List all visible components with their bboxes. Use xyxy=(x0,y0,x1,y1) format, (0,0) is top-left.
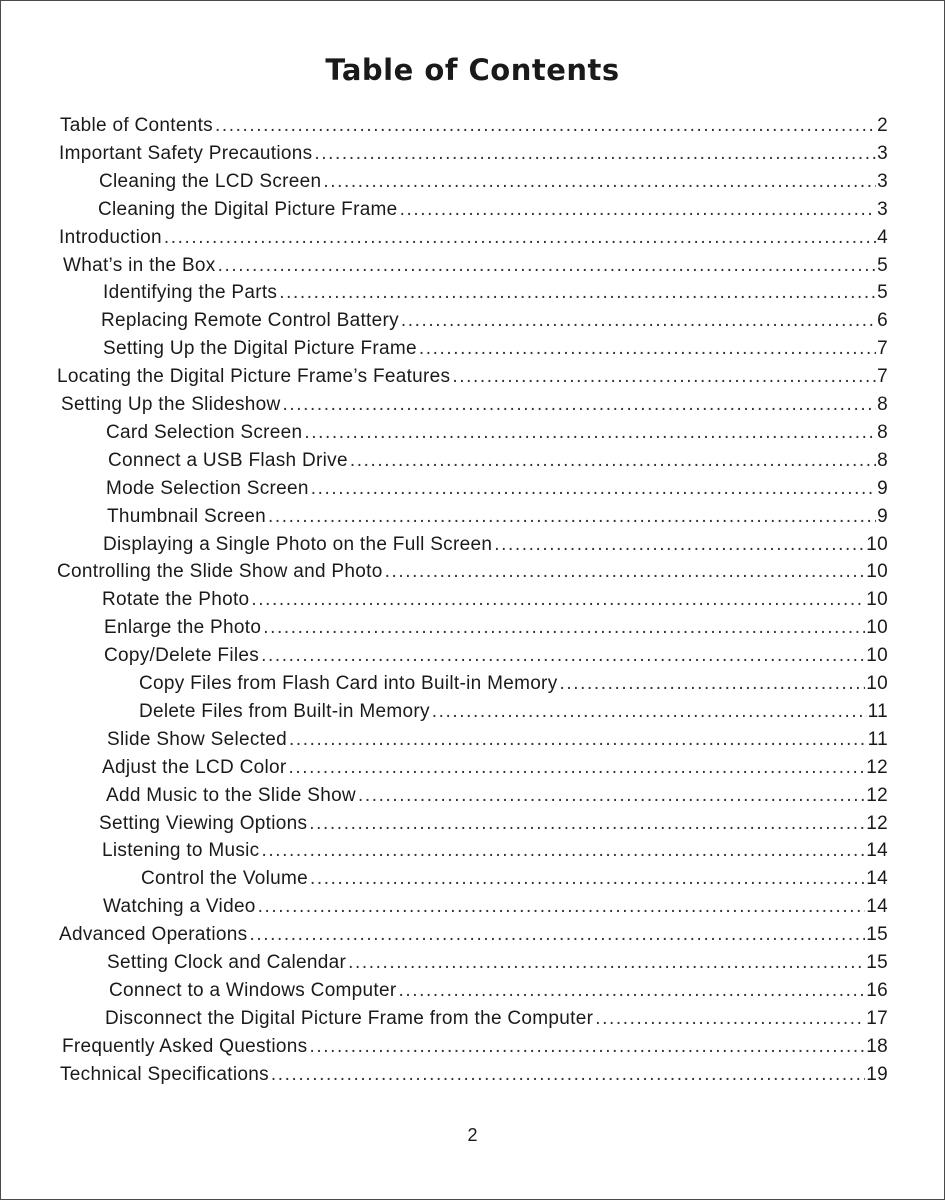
toc-entry-page: 3 xyxy=(877,142,888,164)
toc-entry-label: Advanced Operations xyxy=(59,924,248,946)
toc-leader-dots xyxy=(595,1006,865,1032)
toc-entry xyxy=(139,699,888,725)
toc-leader-dots xyxy=(215,113,876,139)
toc-entry-page: 3 xyxy=(877,198,888,220)
toc-leader-dots xyxy=(263,615,865,641)
toc-leader-dots xyxy=(218,253,877,279)
toc-entry-label: Enlarge the Photo xyxy=(104,617,262,639)
toc-entry-page: 11 xyxy=(867,728,888,750)
toc-entry xyxy=(102,587,888,613)
toc-leader-dots xyxy=(401,308,876,334)
toc-entry xyxy=(103,336,888,362)
toc-entry-page: 12 xyxy=(866,812,888,834)
toc-leader-dots xyxy=(283,392,877,418)
toc-leader-dots xyxy=(432,699,867,725)
toc-entry-page: 10 xyxy=(866,673,888,694)
toc-entry-page: 10 xyxy=(866,589,888,611)
toc-leader-dots xyxy=(311,476,876,502)
toc-leader-dots xyxy=(249,922,865,948)
toc-entry-page: 14 xyxy=(866,840,888,862)
toc-leader-dots xyxy=(309,1034,865,1060)
toc-leader-dots xyxy=(400,197,877,223)
toc-entry xyxy=(106,420,888,446)
toc-leader-dots xyxy=(258,894,866,920)
toc-entry xyxy=(99,811,888,837)
toc-leader-dots xyxy=(268,504,876,530)
toc-entry xyxy=(103,280,888,306)
toc-entry xyxy=(109,978,888,1004)
toc-entry-page: 7 xyxy=(877,338,888,360)
toc-entry-page: 15 xyxy=(866,952,888,973)
toc-leader-dots xyxy=(348,950,865,976)
toc-entry xyxy=(102,838,888,864)
toc-entry xyxy=(57,364,888,390)
toc-entry-page: 10 xyxy=(866,533,888,555)
toc-entry-label: Watching a Video xyxy=(103,896,256,918)
toc-leader-dots xyxy=(261,838,865,864)
toc-entry xyxy=(106,783,888,809)
toc-entry-label: Control the Volume xyxy=(141,868,308,890)
toc-leader-dots xyxy=(279,280,876,306)
toc-leader-dots xyxy=(164,225,876,251)
toc-entry-page: 7 xyxy=(877,366,888,388)
toc-entry-page: 12 xyxy=(866,784,888,806)
toc-entry-label: Controlling the Slide Show and Photo xyxy=(57,561,383,583)
toc-entry xyxy=(99,169,888,195)
toc-entry-label: Table of Contents xyxy=(60,115,213,136)
toc-entry xyxy=(107,504,888,530)
toc-entry-label: Technical Specifications xyxy=(60,1063,269,1085)
toc-entry xyxy=(108,448,888,474)
toc-entry xyxy=(141,866,888,892)
toc-entry-label: Important Safety Precautions xyxy=(59,142,313,164)
toc-entry-page: 14 xyxy=(866,868,888,890)
toc-leader-dots xyxy=(385,559,866,585)
toc-leader-dots xyxy=(358,783,865,809)
toc-leader-dots xyxy=(350,448,876,474)
toc-entry-label: Locating the Digital Picture Frame’s Features xyxy=(57,366,451,388)
toc-entry xyxy=(103,532,888,558)
toc-entry-label: Replacing Remote Control Battery xyxy=(101,310,399,332)
toc-entry-label: Add Music to the Slide Show xyxy=(106,784,356,806)
toc-entry xyxy=(106,476,888,502)
toc-entry xyxy=(101,308,888,334)
toc-leader-dots xyxy=(304,420,876,446)
toc-leader-dots xyxy=(399,978,866,1004)
toc-entry-page: 10 xyxy=(866,645,888,667)
toc-entry-label: Setting Clock and Calendar xyxy=(107,952,347,973)
toc-entry-label: Card Selection Screen xyxy=(106,421,303,443)
toc-leader-dots xyxy=(419,336,876,362)
toc-entry xyxy=(102,755,888,781)
toc-entry-page: 15 xyxy=(866,924,888,946)
toc-entry-label: Cleaning the Digital Picture Frame xyxy=(98,198,398,220)
toc-entry-label: Rotate the Photo xyxy=(102,589,250,611)
toc-entry xyxy=(104,615,888,641)
toc-leader-dots xyxy=(452,364,876,390)
toc-entry xyxy=(103,894,888,920)
toc-entry xyxy=(62,1034,888,1060)
toc-leader-dots xyxy=(310,866,865,892)
toc-entry-page: 8 xyxy=(877,394,888,415)
toc-entry-label: Cleaning the LCD Screen xyxy=(99,170,322,192)
toc-entry-label: What’s in the Box xyxy=(63,254,216,276)
toc-entry-page: 5 xyxy=(877,282,888,304)
toc-entry xyxy=(59,922,888,948)
toc-entry-page: 14 xyxy=(866,896,888,918)
toc-leader-dots xyxy=(309,811,865,837)
toc-entry xyxy=(98,197,888,223)
toc-entry-label: Copy Files from Flash Card into Built-in Memory xyxy=(139,673,558,694)
toc-leader-dots xyxy=(323,169,876,195)
toc-entry-page: 9 xyxy=(877,505,888,527)
toc-entry-page: 9 xyxy=(877,477,888,499)
toc-entry-page: 11 xyxy=(867,700,888,722)
toc-entry xyxy=(139,671,888,697)
toc-entry xyxy=(59,225,888,251)
toc-entry-label: Listening to Music xyxy=(102,840,260,862)
toc-entry-label: Delete Files from Built-in Memory xyxy=(139,700,430,722)
toc-entry-page: 18 xyxy=(866,1035,888,1057)
toc-entry-page: 3 xyxy=(877,170,888,192)
toc-leader-dots xyxy=(271,1062,865,1088)
toc-entry-page: 5 xyxy=(877,254,888,276)
toc-entry-page: 2 xyxy=(877,115,888,136)
toc-entry-label: Setting Viewing Options xyxy=(99,812,308,834)
toc-entry-label: Thumbnail Screen xyxy=(107,505,266,527)
toc-entry-label: Identifying the Parts xyxy=(103,282,278,304)
toc-entry-label: Introduction xyxy=(59,226,162,248)
toc-entry xyxy=(60,113,888,139)
toc-entry-page: 6 xyxy=(877,310,888,332)
toc-entry xyxy=(107,727,888,753)
toc-entry-label: Setting Up the Slideshow xyxy=(61,394,281,415)
toc-entry-page: 12 xyxy=(866,756,888,778)
toc-entry-page: 4 xyxy=(877,226,888,248)
toc-entry-page: 10 xyxy=(866,617,888,639)
toc-entry xyxy=(105,1006,888,1032)
toc-entry-label: Frequently Asked Questions xyxy=(62,1035,308,1057)
page-title: Table of Contents xyxy=(325,53,620,87)
toc-entry-page: 16 xyxy=(866,979,888,1001)
toc-leader-dots xyxy=(289,727,867,753)
toc-entry-label: Setting Up the Digital Picture Frame xyxy=(103,338,417,360)
toc-entry xyxy=(104,643,888,669)
toc-entry xyxy=(57,559,888,585)
toc-entry-page: 10 xyxy=(866,561,888,583)
toc-leader-dots xyxy=(288,755,865,781)
toc-entry-label: Slide Show Selected xyxy=(107,728,287,750)
toc-entry-label: Connect to a Windows Computer xyxy=(109,979,397,1001)
toc-entry-page: 8 xyxy=(877,421,888,443)
toc-leader-dots xyxy=(560,671,866,697)
page-number: 2 xyxy=(467,1125,478,1145)
toc-entry-label: Copy/Delete Files xyxy=(104,645,260,667)
toc-leader-dots xyxy=(314,141,876,167)
toc-entry-label: Displaying a Single Photo on the Full Screen xyxy=(103,533,493,555)
toc-entry-label: Adjust the LCD Color xyxy=(102,756,287,778)
toc-entry-label: Disconnect the Digital Picture Frame from the Computer xyxy=(105,1007,594,1029)
toc-entry-label: Mode Selection Screen xyxy=(106,477,309,499)
toc-leader-dots xyxy=(251,587,865,613)
toc-entry-page: 19 xyxy=(866,1063,888,1085)
toc-leader-dots xyxy=(494,532,865,558)
toc-entry-page: 17 xyxy=(866,1007,888,1029)
toc-entry xyxy=(107,950,888,976)
toc-entry-label: Connect a USB Flash Drive xyxy=(108,449,348,471)
toc-entry xyxy=(63,253,888,279)
toc-entry xyxy=(60,1062,888,1088)
toc-entry xyxy=(61,392,888,418)
toc-leader-dots xyxy=(261,643,865,669)
toc-entry xyxy=(59,141,888,167)
toc-entry-page: 8 xyxy=(877,449,888,471)
